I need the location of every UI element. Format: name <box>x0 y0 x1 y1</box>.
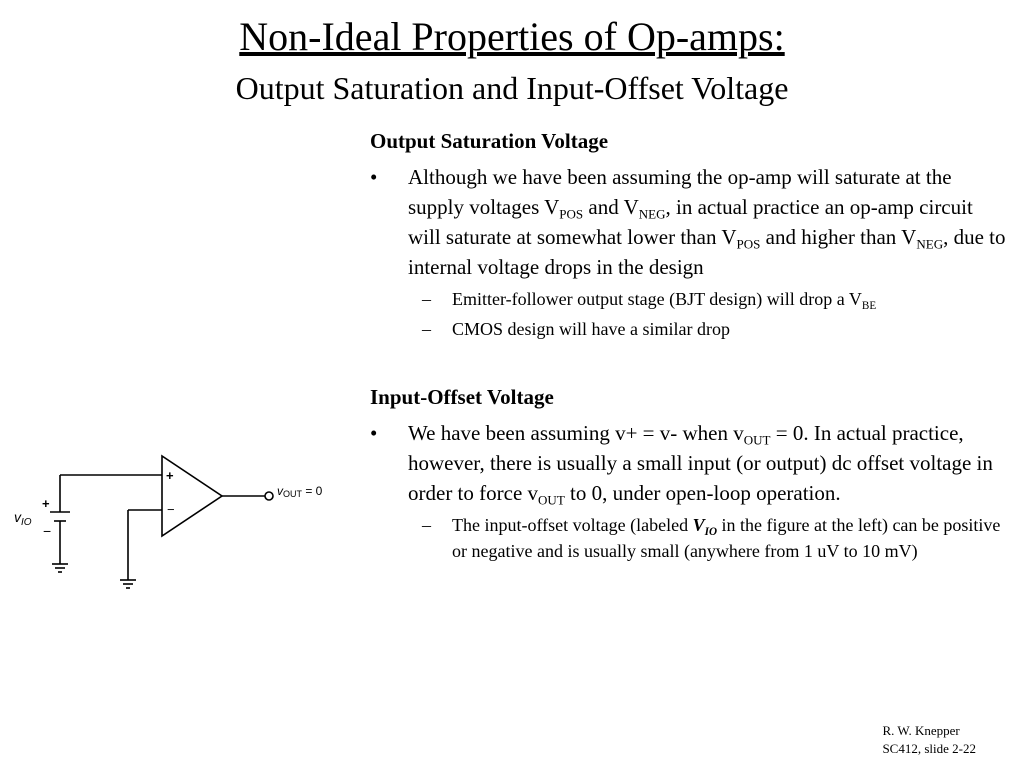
text-run: Emitter-follower output stage (BJT design) will drop a V <box>452 289 862 309</box>
slide-subtitle: Output Saturation and Input-Offset Voltage <box>235 70 789 106</box>
output-saturation-heading: Output Saturation Voltage <box>370 129 609 153</box>
opamp-minus-label: − <box>167 502 175 517</box>
input-offset-bullet <box>370 418 1010 508</box>
text-run: , in actual practice an op-amp circuit will saturate at somewhat lower than V <box>408 195 973 249</box>
output-saturation-bullet <box>370 162 1010 282</box>
vout-sub: OUT <box>283 489 302 499</box>
subscript: OUT <box>538 492 565 508</box>
subscript: OUT <box>743 432 771 448</box>
dash-mark: – <box>422 319 431 339</box>
vio-sub: IO <box>21 517 32 528</box>
text-run: The input-offset voltage (labeled <box>452 515 693 535</box>
footer-author: R. W. Knepper <box>882 723 960 738</box>
text-run: = 0. In actual practice, however, there is usually a small input (or output) dc offset voltage in order to force v <box>408 421 993 505</box>
text-run: Although we have been assuming the op-amp will saturate at the supply voltages V <box>408 165 952 219</box>
dash-mark: – <box>422 515 431 535</box>
footer-slide-ref: SC412, slide 2-22 <box>882 741 976 756</box>
output-terminal <box>265 492 273 500</box>
subscript: POS <box>736 236 761 252</box>
vout-label <box>277 484 323 499</box>
vio-symbol <box>692 515 718 538</box>
subscript: BE <box>861 299 877 312</box>
text-run: and higher than V <box>760 225 917 249</box>
text-run: , due to internal voltage drops in the design <box>408 225 1006 279</box>
source-plus-label: + <box>42 496 50 511</box>
text-run: We have been assuming v+ = v- when v <box>408 421 744 445</box>
subscript: NEG <box>916 236 944 252</box>
emitter-follower-subbullet <box>370 286 1010 312</box>
vout-eq: = 0 <box>302 484 323 498</box>
vout-v: v <box>277 484 283 498</box>
text-run: and V <box>583 195 639 219</box>
subscript: IO <box>704 525 718 538</box>
input-offset-heading: Input-Offset Voltage <box>370 385 554 409</box>
text-run: to 0, under open-loop operation. <box>564 481 841 505</box>
opamp-offset-circuit-figure <box>10 450 350 610</box>
text-run: CMOS design will have a similar drop <box>452 319 730 339</box>
vio-description-subbullet <box>370 512 1010 564</box>
vio-label <box>14 509 32 528</box>
dash-mark: – <box>422 289 431 309</box>
slide-content <box>370 126 1010 564</box>
vio-symbol-v: V <box>692 515 705 535</box>
slide-title: Non-Ideal Properties of Op-amps: <box>239 14 785 59</box>
vio-v: v <box>14 509 21 525</box>
subscript: POS <box>559 206 584 222</box>
text-run: in the figure at the left) can be positive or negative and is usually small (anywhere from 1 uV to 10 mV) <box>452 515 1001 561</box>
bullet-mark: • <box>370 421 378 445</box>
ground-symbol-right <box>120 580 136 588</box>
source-minus-label: − <box>43 523 52 539</box>
subscript: NEG <box>638 206 666 222</box>
slide-footer <box>882 722 976 758</box>
ground-symbol-left <box>52 564 68 572</box>
cmos-subbullet <box>370 316 1010 342</box>
bullet-mark: • <box>370 165 378 189</box>
opamp-plus-label: + <box>166 468 174 483</box>
